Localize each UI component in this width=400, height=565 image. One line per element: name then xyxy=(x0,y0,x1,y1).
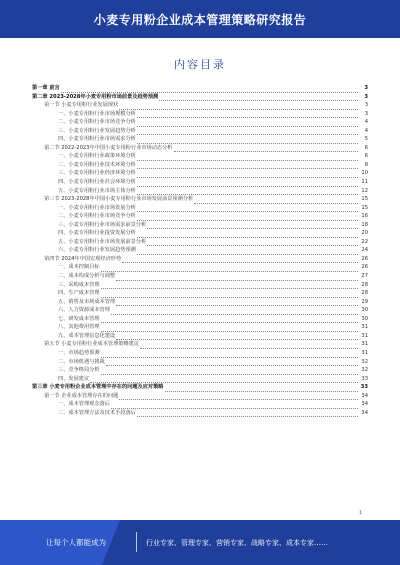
toc-entry-page: 15 xyxy=(361,204,368,211)
toc-entry-page: 3 xyxy=(364,102,368,109)
toc-entry[interactable] xyxy=(32,383,368,392)
toc-entry-page: 28 xyxy=(361,290,368,297)
toc-entry[interactable] xyxy=(32,323,368,332)
toc-entry-page: 26 xyxy=(361,255,368,262)
toc-entry-page: 22 xyxy=(361,238,368,245)
toc-entry[interactable] xyxy=(32,255,368,264)
toc-entry-label: 九、成本管理信息化建设 xyxy=(58,332,116,339)
toc-entry[interactable] xyxy=(32,144,368,153)
toc-entry-label: 三、小麦专用粉行业经济环境分析 xyxy=(58,170,136,177)
toc-leader-dots xyxy=(165,385,359,392)
toc-entry-page: 4 xyxy=(364,127,368,134)
toc-entry-label: 第一章 前言 xyxy=(32,85,60,91)
toc-entry-page: 31 xyxy=(361,349,368,356)
toc-entry-label: 第五节 小麦专用粉行业成本管理策略建议 xyxy=(44,341,140,348)
toc-entry-page: 28 xyxy=(361,281,368,288)
toc-entry-page: 10 xyxy=(361,170,368,177)
toc-entry[interactable] xyxy=(32,152,368,161)
toc-entry-label: 四、生产成本管理 xyxy=(58,290,100,297)
toc-leader-dots xyxy=(137,111,358,118)
toc-entry-label: 三、小麦专用粉行业发展趋势分析 xyxy=(58,127,136,134)
toc-entry-page: 3 xyxy=(364,85,368,91)
toc-entry-page: 24 xyxy=(361,247,368,254)
toc-entry-label: 七、研发成本管理 xyxy=(58,315,100,322)
toc-entry-label: 六、小麦专用粉行业发展趋势预测 xyxy=(58,247,136,254)
report-header xyxy=(0,0,400,38)
toc-entry-page: 34 xyxy=(361,409,368,416)
toc-entry[interactable] xyxy=(32,84,368,93)
toc-entry-label: 三、小麦专用粉行业市场需求前景分析 xyxy=(58,221,147,228)
toc-leader-dots xyxy=(137,205,358,212)
toc-entry-label: 一、市场趋势预测 xyxy=(58,349,100,356)
toc-leader-dots xyxy=(101,351,358,358)
toc-leader-dots xyxy=(174,145,359,152)
toc-entry[interactable] xyxy=(32,93,368,102)
toc-leader-dots xyxy=(137,248,358,255)
toc-leader-dots xyxy=(137,214,358,221)
toc-entry-label: 第二节 2022-2023年中国小麦专用粉行业市场动态分析 xyxy=(44,144,173,151)
toc-leader-dots xyxy=(147,239,358,246)
toc-leader-dots xyxy=(137,154,358,161)
toc-entry-page: 34 xyxy=(361,392,368,399)
toc-leader-dots xyxy=(140,342,358,349)
toc-leader-dots xyxy=(111,308,358,315)
toc-entry-page: 8 xyxy=(364,161,368,168)
toc-leader-dots xyxy=(90,376,358,383)
toc-leader-dots xyxy=(101,291,358,298)
toc-entry-page: 18 xyxy=(361,221,368,228)
toc-leader-dots xyxy=(159,94,358,101)
toc-entry-page: 6 xyxy=(364,144,368,151)
toc-entry-page: 16 xyxy=(361,213,368,220)
toc-entry-label: 二、小麦专用粉行业市场竞争分析 xyxy=(58,213,136,220)
toc-entry-label: 二、市场机遇与挑战 xyxy=(58,358,105,365)
toc-entry-label: 一、小麦专用粉行业政策环境分析 xyxy=(58,153,136,160)
toc-entry[interactable] xyxy=(32,246,368,255)
toc-entry[interactable] xyxy=(32,281,368,290)
toc-entry-page: 11 xyxy=(361,179,368,186)
toc-entry-page: 31 xyxy=(361,332,368,339)
toc-entry-label: 一、小麦专用粉行业市场规模分析 xyxy=(58,110,136,117)
toc-entry[interactable] xyxy=(32,212,368,221)
toc-leader-dots xyxy=(137,410,358,417)
toc-entry-page: 26 xyxy=(361,264,368,271)
toc-entry-page: 31 xyxy=(361,324,368,331)
toc-heading: 内容目录 xyxy=(174,58,226,71)
page-number: 1 xyxy=(358,510,362,516)
toc-entry[interactable] xyxy=(32,221,368,230)
toc-entry-label: 一、成本管理观念落后 xyxy=(58,401,110,408)
toc-leader-dots xyxy=(137,128,358,135)
toc-entry-label: 二、小麦专用粉行业市场竞争分析 xyxy=(58,119,136,126)
toc-entry[interactable] xyxy=(32,392,368,401)
toc-entry[interactable] xyxy=(32,289,368,298)
toc-entry[interactable] xyxy=(32,187,368,196)
toc-entry-page: 20 xyxy=(361,230,368,237)
toc-entry-label: 四、小麦专用粉行业社会环境分析 xyxy=(58,179,136,186)
toc-entry-page: 29 xyxy=(361,298,368,305)
toc-entry[interactable] xyxy=(32,135,368,144)
toc-entry-page: 32 xyxy=(361,358,368,365)
toc-entry-label: 五、小麦专用粉行业市场主体分析 xyxy=(58,187,136,194)
toc-page xyxy=(32,38,368,520)
toc-entry[interactable] xyxy=(32,272,368,281)
report-title: 小麦专用粉企业成本管理策略研究报告 xyxy=(93,12,307,27)
toc-leader-dots xyxy=(122,256,358,263)
toc-entry[interactable] xyxy=(32,161,368,170)
toc-leader-dots xyxy=(116,333,358,340)
toc-entry-label: 第二章 2023-2028年小麦专用粉市场前景及趋势预测 xyxy=(32,93,159,100)
toc-entry-page: 4 xyxy=(364,119,368,126)
toc-entry-label: 一、小麦专用粉行业市场发展分析 xyxy=(58,204,136,211)
toc-entry-label: 五、小麦专用粉行业市场发展前景分析 xyxy=(58,238,147,245)
toc-leader-dots xyxy=(137,171,358,178)
toc-entry[interactable] xyxy=(32,315,368,324)
toc-entry[interactable] xyxy=(32,127,368,136)
toc-entry[interactable] xyxy=(32,375,368,384)
toc-leader-dots xyxy=(111,402,358,409)
toc-leader-dots xyxy=(137,188,358,195)
toc-entry-label: 三、竞争格局分析 xyxy=(58,367,100,374)
toc-entry-page: 3 xyxy=(364,110,368,117)
toc-entry[interactable] xyxy=(32,400,368,409)
toc-entry[interactable] xyxy=(32,358,368,367)
toc-entry-page: 34 xyxy=(361,401,368,408)
toc-entry-label: 二、成本构成分析与调整 xyxy=(58,273,116,280)
toc-leader-dots xyxy=(101,265,358,272)
toc-leader-dots xyxy=(101,368,358,375)
footer-tagline: 行业专家、管理专家、营销专家、战略专家、成本专家…… xyxy=(146,538,328,547)
toc-entry-label: 八、其他费用管理 xyxy=(58,324,100,331)
toc-leader-dots xyxy=(101,325,358,332)
toc-leader-dots xyxy=(61,86,358,93)
toc-entry[interactable] xyxy=(32,409,368,418)
toc-entry-label: 三、采购成本管理 xyxy=(58,281,100,288)
toc-entry[interactable] xyxy=(32,101,368,110)
toc-entry-label: 第三节 2023-2028年中国小麦专用粉行业市场发展前景预测分析 xyxy=(44,196,194,203)
toc-entry-page: 12 xyxy=(361,187,368,194)
toc-leader-dots xyxy=(137,231,358,238)
toc-leader-dots xyxy=(119,393,358,400)
toc-leader-dots xyxy=(106,359,358,366)
toc-entry[interactable] xyxy=(32,204,368,213)
toc-entry[interactable] xyxy=(32,118,368,127)
toc-entry-page: 31 xyxy=(361,341,368,348)
toc-entry[interactable] xyxy=(32,238,368,247)
toc-leader-dots xyxy=(137,137,358,144)
toc-entry-label: 第三章 小麦专用粉企业成本管理中存在的问题及应对策略 xyxy=(32,384,164,391)
toc-entry[interactable] xyxy=(32,332,368,341)
toc-entry-label: 二、成本管理方法及技术手段落后 xyxy=(58,409,136,416)
toc-entry[interactable] xyxy=(32,340,368,349)
toc-entry-label: 六、人力资源成本管理 xyxy=(58,307,110,314)
toc-entry-label: 五、销售及市场成本管理 xyxy=(58,298,116,305)
toc-entry[interactable] xyxy=(32,110,368,119)
toc-leader-dots xyxy=(101,282,358,289)
toc-leader-dots xyxy=(147,222,358,229)
toc-entry-page: 3 xyxy=(364,93,368,100)
toc-entry-page: 6 xyxy=(364,153,368,160)
footer-slogan: 让每个人都能成为 xyxy=(46,538,106,547)
toc-entry-page: 27 xyxy=(361,273,368,280)
toc-leader-dots xyxy=(116,299,358,306)
toc-entry-page: 15 xyxy=(361,196,368,203)
toc-entry-page: 33 xyxy=(360,384,368,391)
toc-leader-dots xyxy=(116,274,358,281)
toc-entry-label: 四、发展建议 xyxy=(58,375,90,382)
toc-entry-label: 第一节 小麦专用粉行业发展现状 xyxy=(44,102,119,109)
table-of-contents xyxy=(32,84,368,417)
toc-entry-label: 第一节 企业成本管理存在的问题 xyxy=(44,392,119,399)
toc-entry[interactable] xyxy=(32,306,368,315)
footer-divider xyxy=(136,532,137,552)
toc-leader-dots xyxy=(137,120,358,127)
toc-entry-page: 33 xyxy=(361,375,368,382)
toc-entry[interactable] xyxy=(32,178,368,187)
toc-entry-page: 32 xyxy=(361,367,368,374)
toc-entry[interactable] xyxy=(32,349,368,358)
toc-entry-label: 一、成本控制目标 xyxy=(58,264,100,271)
toc-entry[interactable] xyxy=(32,366,368,375)
toc-entry-page: 30 xyxy=(361,315,368,322)
toc-leader-dots xyxy=(137,180,358,187)
toc-entry[interactable] xyxy=(32,298,368,307)
toc-entry-label: 二、小麦专用粉行业技术环境分析 xyxy=(58,161,136,168)
toc-leader-dots xyxy=(101,316,358,323)
toc-entry-label: 第四节 2024年中国宏观经济形势 xyxy=(44,255,122,262)
toc-leader-dots xyxy=(137,162,358,169)
toc-leader-dots xyxy=(119,103,358,110)
toc-leader-dots xyxy=(194,197,358,204)
footer-banner xyxy=(0,520,400,565)
toc-entry[interactable] xyxy=(32,195,368,204)
toc-entry-label: 四、小麦专用粉行业市场需求分析 xyxy=(58,136,136,143)
toc-entry[interactable] xyxy=(32,229,368,238)
toc-entry[interactable] xyxy=(32,169,368,178)
toc-entry-label: 四、小麦专用粉行业投资发展分析 xyxy=(58,230,136,237)
toc-entry-page: 30 xyxy=(361,307,368,314)
toc-entry-page: 5 xyxy=(364,136,368,143)
toc-entry[interactable] xyxy=(32,263,368,272)
